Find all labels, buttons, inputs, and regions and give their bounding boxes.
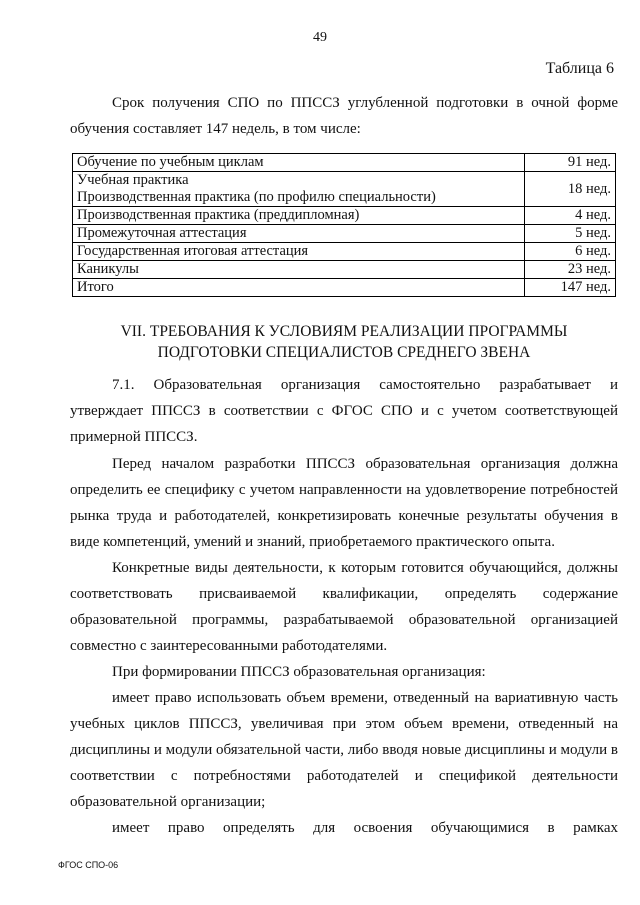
paragraph-variable-part: имеет право использовать объем времени, отведенный на вариативную часть учебных циклов ППССЗ, увеличивая при этом объем времени, отведенный на дисциплины и модули обязательной части, либо вводя новые дисциплины и модули в соответствии с потребностями работодателей и спецификой деятельности образовательной организации; bbox=[70, 690, 618, 810]
paragraph-7-1: 7.1. Образовательная организация самостоятельно разрабатывает и утверждает ППССЗ в соответствии с ФГОС СПО и с учетом соответствующей примерной ППССЗ. bbox=[70, 377, 618, 445]
table-cell-name: Производственная практика (преддипломная) bbox=[73, 207, 525, 225]
section-heading-line-1: VII. ТРЕБОВАНИЯ К УСЛОВИЯМ РЕАЛИЗАЦИИ ПРОГРАММЫ bbox=[120, 323, 568, 340]
table-row bbox=[73, 207, 616, 225]
table-row bbox=[73, 154, 616, 172]
table-cell-value: 18 нед. bbox=[525, 172, 616, 207]
table-row bbox=[73, 243, 616, 261]
table-cell-value: 6 нед. bbox=[525, 243, 616, 261]
table-cell-name: Государственная итоговая аттестация bbox=[73, 243, 525, 261]
table-row bbox=[73, 261, 616, 279]
paragraph-specifics: Перед началом разработки ППССЗ образовательная организация должна определить ее специфику с учетом направленности на удовлетворение потребностей рынка труда и работодателей, конкретизировать конечные результаты обучения в виде компетенций, умений и знаний, приобретаемого практического опыта. bbox=[70, 456, 618, 550]
table-cell-name: Каникулы bbox=[73, 261, 525, 279]
table-cell-name: Промежуточная аттестация bbox=[73, 225, 525, 243]
table-row bbox=[73, 172, 616, 190]
intro-paragraph: Срок получения СПО по ППССЗ углубленной подготовки в очной форме обучения составляет 147 недель, в том числе: bbox=[70, 95, 618, 137]
table-caption: Таблица 6 bbox=[545, 60, 614, 77]
table-cell-name: Обучение по учебным циклам bbox=[73, 154, 525, 172]
paragraph-activity-types: Конкретные виды деятельности, к которым готовится обучающийся, должны соответствовать присваиваемой квалификации, определять содержание образовательной программы, разрабатываемой образовательной организацией совместно с заинтересованными работодателями. bbox=[70, 560, 618, 654]
table-cell-name: Производственная практика (по профилю специальности) bbox=[73, 189, 525, 207]
table-cell-value: 23 нед. bbox=[525, 261, 616, 279]
page-number: 49 bbox=[313, 30, 327, 45]
section-heading-line-2: ПОДГОТОВКИ СПЕЦИАЛИСТОВ СРЕДНЕГО ЗВЕНА bbox=[157, 344, 531, 361]
table-row bbox=[73, 279, 616, 297]
table-cell-value: 4 нед. bbox=[525, 207, 616, 225]
table-cell-value: 91 нед. bbox=[525, 154, 616, 172]
table-cell-value: 5 нед. bbox=[525, 225, 616, 243]
table-row bbox=[73, 225, 616, 243]
table-cell-name: Учебная практика bbox=[73, 172, 525, 190]
footer-code: ФГОС СПО-06 bbox=[58, 860, 119, 870]
study-terms-table bbox=[72, 153, 616, 297]
table-cell-name: Итого bbox=[73, 279, 525, 297]
table-cell-value: 147 нед. bbox=[525, 279, 616, 297]
paragraph-right-to-define: имеет право определять для освоения обучающимися в рамках bbox=[112, 820, 618, 836]
paragraph-formation: При формировании ППССЗ образовательная организация: bbox=[112, 664, 486, 680]
